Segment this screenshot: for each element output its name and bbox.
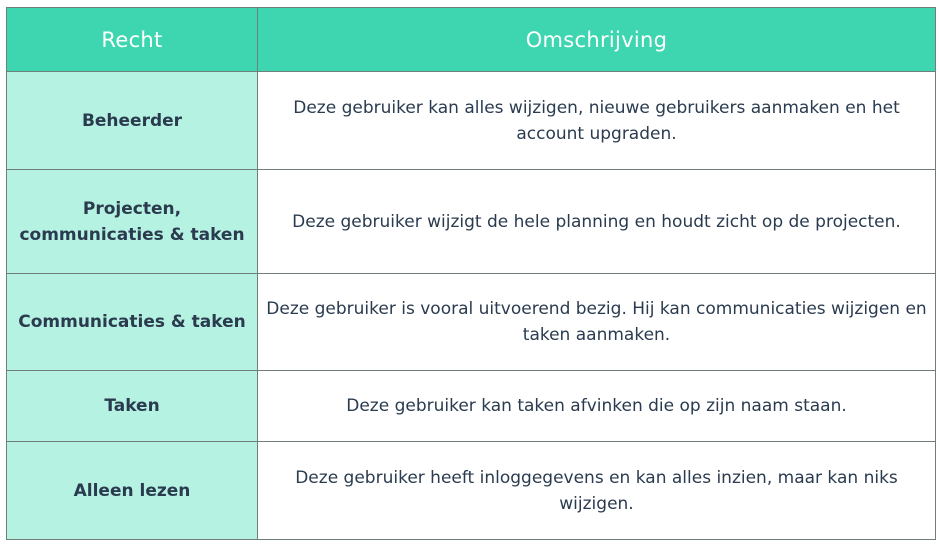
table-header bbox=[7, 8, 936, 72]
right-description-cell: Deze gebruiker kan taken afvinken die op zijn naam staan. bbox=[258, 371, 936, 442]
table-body bbox=[7, 72, 936, 540]
header-description: Omschrijving bbox=[258, 8, 936, 72]
header-row bbox=[7, 8, 936, 72]
table-row bbox=[7, 442, 936, 540]
right-name-cell: Projecten, communicaties & taken bbox=[7, 170, 258, 274]
table-row bbox=[7, 274, 936, 371]
right-name-cell: Beheerder bbox=[7, 72, 258, 170]
table-row bbox=[7, 72, 936, 170]
header-right: Recht bbox=[7, 8, 258, 72]
right-description-cell: Deze gebruiker kan alles wijzigen, nieuwe gebruikers aanmaken en het account upgraden. bbox=[258, 72, 936, 170]
right-description-cell: Deze gebruiker is vooral uitvoerend bezig. Hij kan communicaties wijzigen en taken aanmaken. bbox=[258, 274, 936, 371]
table-row bbox=[7, 170, 936, 274]
right-name-cell: Taken bbox=[7, 371, 258, 442]
table-row bbox=[7, 371, 936, 442]
rights-table bbox=[6, 7, 936, 540]
right-name-cell: Alleen lezen bbox=[7, 442, 258, 540]
right-description-cell: Deze gebruiker wijzigt de hele planning en houdt zicht op de projecten. bbox=[258, 170, 936, 274]
right-name-cell: Communicaties & taken bbox=[7, 274, 258, 371]
right-description-cell: Deze gebruiker heeft inloggegevens en kan alles inzien, maar kan niks wijzigen. bbox=[258, 442, 936, 540]
